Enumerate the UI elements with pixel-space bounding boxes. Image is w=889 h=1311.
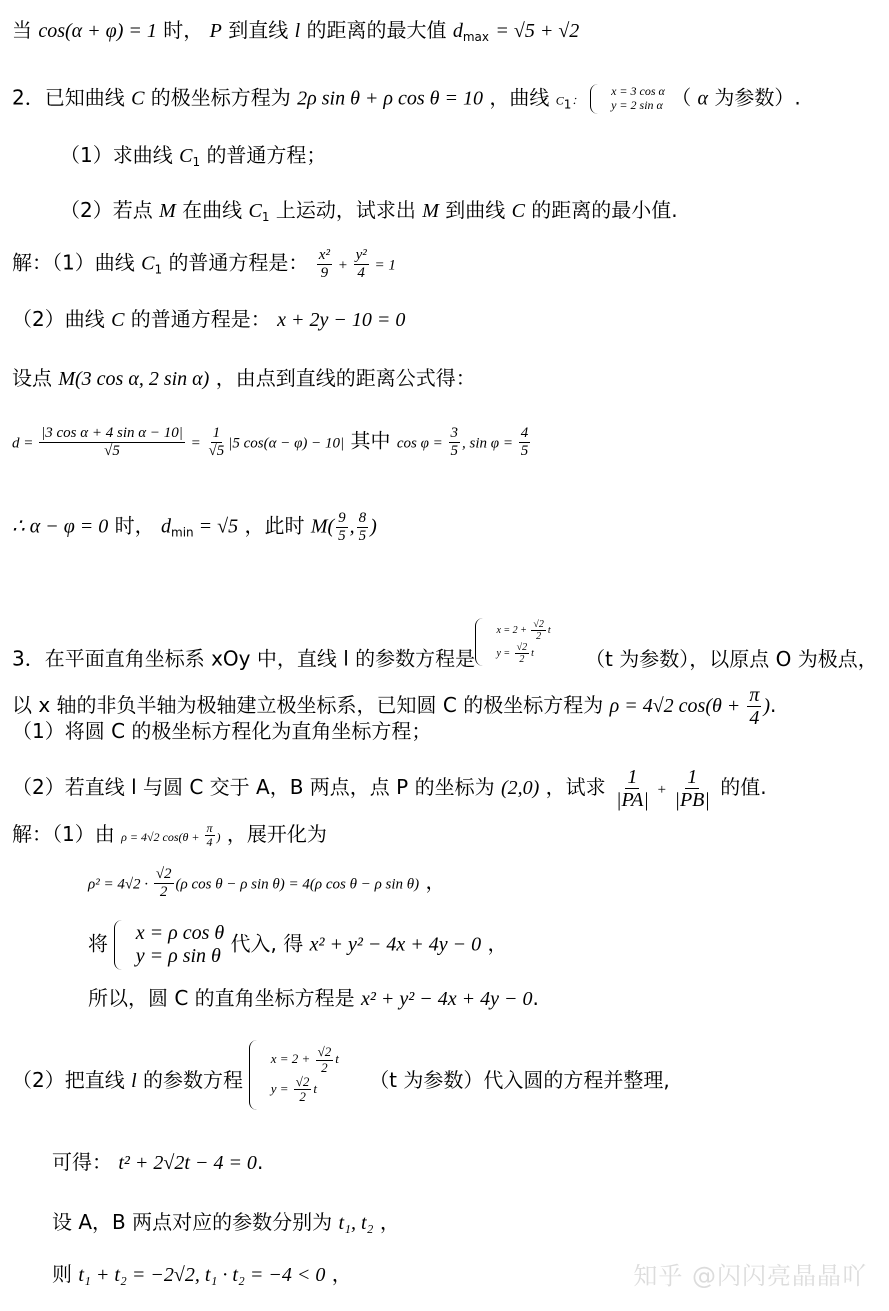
text-line-12: 以 x 轴的非负半轴为极轴建立极坐标系，已知圆 C 的极坐标方程为 ρ = 4√2 cos(θ + $\frac{\pi}{4}$ ). [12, 684, 777, 729]
substitution-system: x = ρ cos θ y = ρ sin θ [114, 920, 224, 970]
text-line-2: 2．已知曲线 C 的极坐标方程为 2ρ sin θ + ρ cos θ = 10 ，曲线 $C_1$： x = 3 cos α y = 2 sin α （ α 为参数）. [12, 84, 801, 112]
text-line-15: 解：（1）由 ρ = 4√2 cos(θ + $\frac{\pi}{4}$ ) ，展开化为 [12, 821, 327, 850]
text-line-22: 则 t₁ + t₂ = −2√2, t₁ · t₂ = −4 < 0 ， [52, 1262, 352, 1286]
text-line-17: 将 x = ρ cos θ y = ρ sin θ 代入, 得 x² + y² − 4x + 4y − 0 ， [88, 920, 507, 970]
text-line-16: ρ² = 4√2 · $\frac{√2}{2}$ (ρ cos θ − ρ sin θ) = 4(ρ cos θ − ρ sin θ) ， [88, 866, 446, 900]
text-line-10: 3．在平面直角坐标系 xOy 中，直线 l 的参数方程是 x = 2 + $\frac{√2}{2}$ t y = $\frac{√2}{2}$ t （t 为参数），以原点 O 为极点， [12, 619, 878, 671]
text-line-4: （2）若点 M 在曲线 $C_1$ 上运动，试求出 M 到曲线 C 的距离的最小值. [60, 198, 678, 224]
text-line-20: 可得： t² + 2√2t − 4 = 0. [52, 1150, 264, 1174]
text-line-1: 当 cos(α + φ) = 1 时， P 到直线 l 的距离的最大值 $d_{max} = √5 + √2$ [12, 18, 580, 44]
text-line-18: 所以，圆 C 的直角坐标方程是 x² + y² − 4x + 4y − 0. [88, 986, 539, 1010]
text-line-3: （1）求曲线 $C_1$ 的普通方程； [60, 143, 327, 169]
text-line-8: d = $\frac{\text{|3 cos α + 4 sin α − 10|}}{√5}$ = $\frac{1}{√5}$ |5 cos(α − φ) − 10| 其中 cos φ = $\frac{3}{5}$ , sin φ = $\frac{4}{5}$ [12, 425, 529, 459]
text-line-21: 设 A，B 两点对应的参数分别为 t₁, t₂ ， [52, 1210, 400, 1234]
text-line-19: （2）把直线 l 的参数方程 x = 2 + $\frac{√2}{2}$ t y = $\frac{√2}{2}$ t （t 为参数）代入圆的方程并整理, [12, 1040, 670, 1110]
text-line-6: （2）曲线 C 的普通方程是： x + 2y − 10 = 0 [12, 307, 406, 331]
watermark: 知乎 @闪闪亮晶晶吖 [633, 1262, 867, 1290]
text-line-14: （2）若直线 l 与圆 C 交于 A，B 两点，点 P 的坐标为 (2,0) ，试求 $\frac{1}{|PA|}$ + $\frac{1}{|PB|}$ 的值. [12, 766, 767, 811]
line-parametric-system-2: x = 2 + $\frac{√2}{2}$ t y = $\frac{√2}{2}$ t [249, 1040, 338, 1110]
text-line-5: 解：（1）曲线 $C_1$ 的普通方程是： $\frac{\text{x²}}{9}$ + $\frac{\text{y²}}{4}$ = 1 [12, 247, 396, 281]
line-parametric-system: x = 2 + $\frac{√2}{2}$ t y = $\frac{√2}{2}$ t [475, 618, 551, 666]
parametric-system: x = 3 cos α y = 2 sin α [590, 84, 665, 114]
text-line-7: 设点 M(3 cos α, 2 sin α) ，由点到直线的距离公式得： [12, 366, 476, 390]
text-line-13: （1）将圆 C 的极坐标方程化为直角坐标方程； [12, 719, 432, 743]
text-line-9: ∴ α − φ = 0 时， $d_{min} = √5$ ，此时 M( $\frac{9}{5}$ , $\frac{8}{5}$ ) [12, 510, 377, 544]
